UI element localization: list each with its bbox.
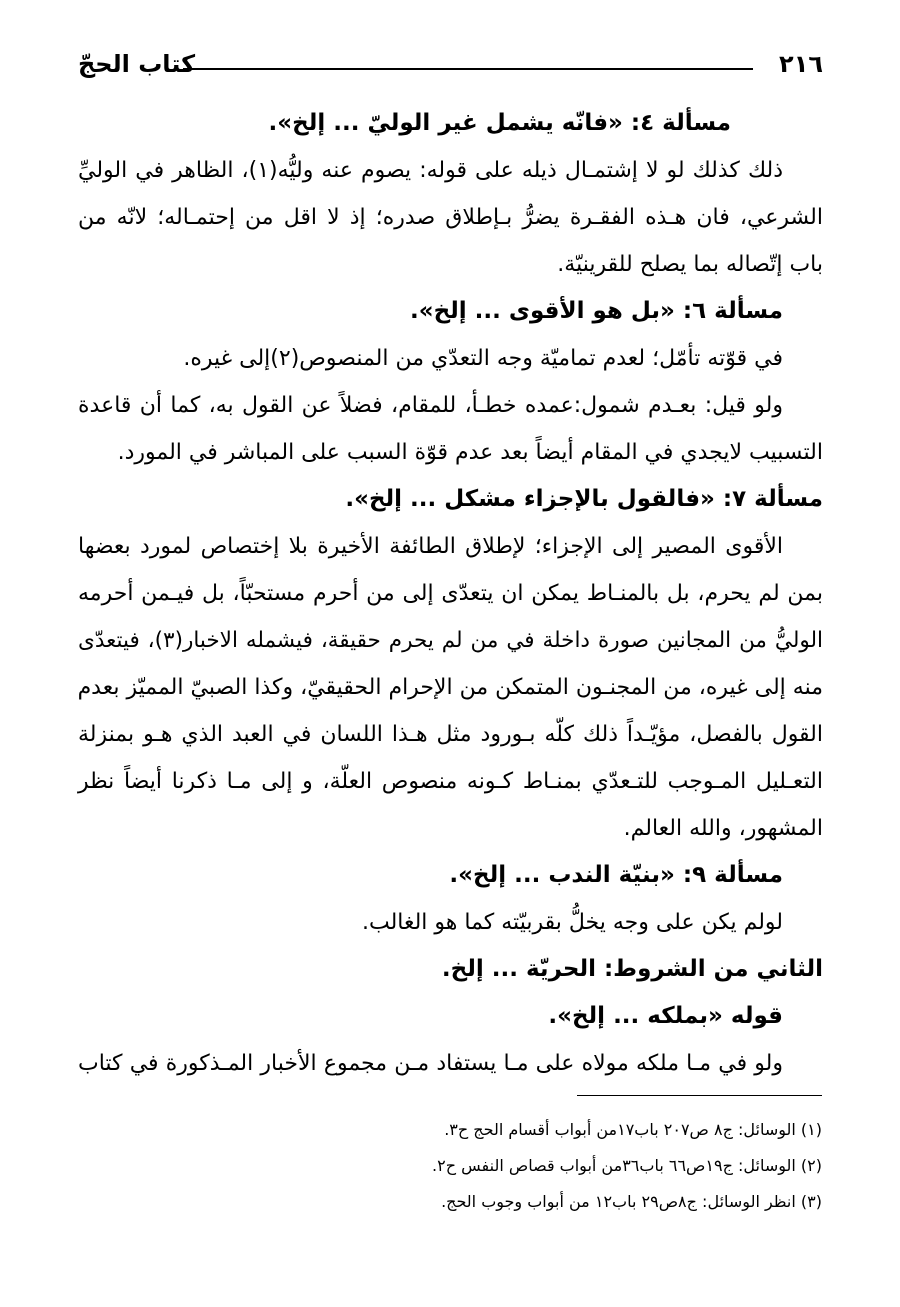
page-number: ٢١٦: [779, 50, 823, 78]
footnote-separator: [577, 1095, 822, 1096]
header-rule: [183, 68, 753, 70]
text-line: القول بالفصل، مؤيّـداً ذلك كلّه بـورود مثل هـذا اللسان في العبد الذي هـو بمنزلة: [78, 722, 823, 747]
section-heading: مسألة ٦: «بل هو الأقوى ... إلخ».: [409, 298, 783, 324]
footnote: (٣) انظر الوسائل: ج٨ص٢٩ باب١٢ من أبواب وجوب الحج.: [441, 1192, 822, 1211]
footnote: (٢) الوسائل: ج١٩ص٦٦ باب٣٦من أبواب قصاص النفس ح٢.: [432, 1156, 822, 1175]
section-heading: مسألة ٧: «فالقول بالإجزاء مشكل ... إلخ».: [345, 486, 823, 512]
text-line: ولو في مـا ملكه مولاه على مـا يستفاد مـن مجموع الأخبار المـذكورة في كتاب: [78, 1051, 783, 1076]
text-line: ذلك كذلك لو لا إشتمـال ذيله على قوله: يصوم عنه وليُّه(١)، الظاهر في الوليِّ: [78, 158, 783, 183]
section-heading: الثاني من الشروط: الحريّة ... إلخ.: [441, 956, 823, 982]
text-line: التعـليل المـوجب للتـعدّي بمنـاط كـونه منصوص العلّة، و إلى مـا ذكرنا أيضاً نظر: [78, 769, 823, 794]
text-line: ولو قيل: بعـدم شمول:عمده خطـأ، للمقام، فضلاً عن القول به، كما أن قاعدة: [78, 393, 783, 418]
running-header: [78, 48, 823, 88]
text-line: منه إلى غيره، من المجنـون المتمكن من الإحرام الحقيقيّ، وكذا الصبيّ المميّز بعدم: [77, 675, 823, 700]
footnotes: [302, 1112, 822, 1220]
footnote: (١) الوسائل: ج٨ ص٢٠٧ باب١٧من أبواب أقسام الحج ح٣.: [444, 1120, 822, 1139]
text-line: التسبيب لايجدي في المقام أيضاً بعد عدم قوّة السبب على المباشر في المورد.: [117, 440, 823, 465]
body-text: [78, 100, 823, 1087]
text-line: بمن لم يحرم، بل بالمنـاط يمكن ان يتعدّى إلى من أحرم مستحبّاً، بل فيـمن أحرمه: [78, 581, 823, 606]
text-line: الأقوى المصير إلى الإجزاء؛ لإطلاق الطائفة الأخيرة بلا إختصاص لمورد بعضها: [78, 534, 783, 559]
section-heading: مسألة ٩: «بنيّة الندب ... إلخ».: [449, 862, 783, 888]
running-title: كتاب الحجّ: [78, 50, 196, 78]
text-line: الوليُّ من المجانين صورة داخلة في من لم يحرم حقيقة، فيشمله الاخبار(٣)، فيتعدّى: [78, 628, 823, 653]
text-line: باب إتّصاله بما يصلح للقرينيّة.: [557, 252, 823, 277]
section-heading: مسألة ٤: «فانّه يشمل غير الوليّ ... إلخ».: [268, 110, 731, 136]
section-heading: قوله «بملكه ... إلخ».: [548, 1003, 783, 1029]
text-line: المشهور، والله العالم.: [623, 816, 823, 841]
text-line: الشرعي، فان هـذه الفقـرة يضرُّ بـإطلاق صدره؛ إذ لا اقل من إحتمـاله؛ لانّه من: [78, 205, 823, 230]
text-line: في قوّته تأمّل؛ لعدم تماميّة وجه التعدّي من المنصوص(٢)إلى غيره.: [183, 346, 783, 371]
text-line: لولم يكن على وجه يخلُّ بقربيّته كما هو الغالب.: [361, 910, 783, 935]
